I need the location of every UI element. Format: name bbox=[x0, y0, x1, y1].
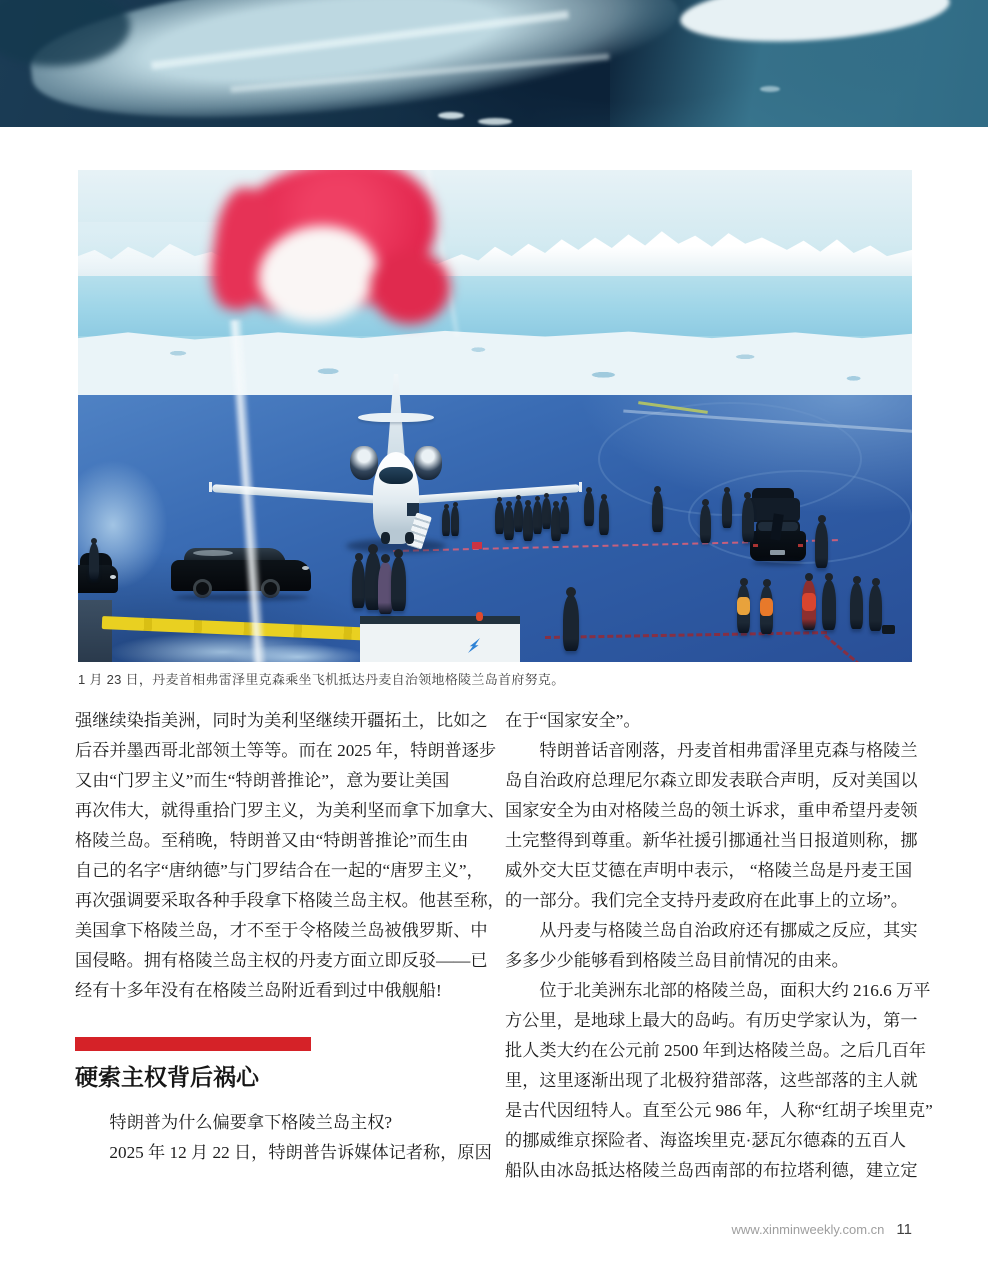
text-line: 国侵略。拥有格陵兰岛主权的丹麦方面立即反驳——已 bbox=[75, 951, 488, 970]
paragraph-question bbox=[75, 1108, 492, 1168]
ground-machinery bbox=[78, 600, 112, 662]
white-bit bbox=[760, 86, 780, 92]
hi-vis-vest bbox=[802, 593, 816, 611]
person-figure bbox=[599, 499, 609, 535]
text-line: 多多少少能够看到格陵兰岛目前情况的由来。 bbox=[505, 951, 849, 970]
text-line: 位于北美洲东北部的格陵兰岛，面积大约 216.6 万平 bbox=[505, 981, 931, 1000]
snow-patch bbox=[228, 644, 368, 662]
magazine-website: www.xinminweekly.com.cn bbox=[731, 1222, 885, 1237]
text-line: 特朗普话音刚落，丹麦首相弗雷泽里克森与格陵兰 bbox=[505, 741, 918, 760]
person-figure bbox=[584, 492, 594, 526]
person-figure bbox=[514, 500, 523, 532]
text-line: 又由“门罗主义”而生“特朗普推论”，意为要让美国 bbox=[75, 771, 450, 790]
text-line: 在于“国家安全”。 bbox=[505, 711, 641, 730]
person-figure bbox=[542, 498, 551, 529]
greenland-arrival-photo bbox=[78, 170, 912, 662]
white-bit bbox=[478, 118, 512, 125]
ice-shoreline bbox=[78, 328, 912, 400]
paragraph-continuation bbox=[75, 706, 505, 1006]
person-figure bbox=[442, 508, 450, 536]
text-line: 批人类大约在公元前 2500 年到达格陵兰岛。之后几百年 bbox=[505, 1041, 927, 1060]
person-figure bbox=[722, 492, 732, 528]
photo-caption: 1 月 23 日，丹麦首相弗雷泽里克森乘坐飞机抵达丹麦自治领地格陵兰岛首府努克。 bbox=[78, 672, 565, 687]
airplane-engine-left bbox=[350, 446, 378, 480]
person-figure bbox=[802, 580, 816, 630]
text-line: 土完整得到尊重。新华社援引挪通社当日报道则称，挪 bbox=[505, 831, 918, 850]
text-line: 船队由冰岛抵达格陵兰岛西南部的布拉塔利德，建立定 bbox=[505, 1161, 918, 1180]
paragraph-body bbox=[505, 706, 933, 1186]
article-right-column bbox=[505, 706, 933, 1186]
person-figure bbox=[89, 543, 99, 579]
text-line: 强继续染指美洲，同时为美利坚继续开疆拓土，比如之 bbox=[75, 711, 488, 730]
text-line: 美国拿下格陵兰岛，才不至于令格陵兰岛被俄罗斯、中 bbox=[75, 921, 488, 940]
header-ice-aerial-photo bbox=[0, 0, 988, 127]
text-line: 后吞并墨西哥北部领土等等。而在 2025 年，特朗普逐步 bbox=[75, 741, 497, 760]
text-line: 里，这里逐渐出现了北极狩猎部落，这些部落的主人就 bbox=[505, 1071, 918, 1090]
text-line: 2025 年 12 月 22 日，特朗普告诉媒体记者称，原因 bbox=[75, 1143, 492, 1162]
text-line: 再次伟大，就得重拾门罗主义，为美利坚而拿下加拿大、 bbox=[75, 801, 505, 820]
person-figure bbox=[737, 585, 750, 633]
person-figure bbox=[352, 560, 365, 608]
text-line: 威外交大臣艾德在声明中表示， “格陵兰岛是丹麦王国 bbox=[505, 861, 913, 880]
airplane-stabilizer bbox=[358, 413, 434, 422]
text-line: 从丹麦与格陵兰岛自治政府还有挪威之反应，其实 bbox=[505, 921, 918, 940]
person-figure bbox=[504, 506, 514, 540]
person-figure bbox=[760, 586, 773, 634]
flag-red-lower bbox=[370, 250, 450, 324]
text-line: 特朗普为什么偏要拿下格陵兰岛主权? bbox=[75, 1113, 393, 1132]
section-heading: 硬索主权背后祸心 bbox=[75, 1065, 259, 1090]
airplane-wheel bbox=[405, 532, 414, 544]
person-figure bbox=[822, 580, 836, 630]
page-footer bbox=[732, 1221, 913, 1238]
person-figure bbox=[451, 506, 459, 536]
person-figure bbox=[560, 501, 569, 534]
person-figure bbox=[495, 502, 504, 534]
person-figure bbox=[523, 505, 533, 541]
person-figure bbox=[533, 501, 542, 534]
section-accent-bar bbox=[75, 1037, 311, 1051]
red-marker-sign bbox=[472, 542, 482, 549]
person-figure bbox=[652, 492, 663, 532]
person-figure bbox=[563, 595, 579, 651]
text-line: 再次强调要采取各种手段拿下格陵兰岛主权。他甚至称， bbox=[75, 891, 505, 910]
article-left-column bbox=[75, 706, 505, 1168]
airplane-cockpit-windows bbox=[379, 467, 413, 484]
winglet bbox=[579, 482, 582, 492]
deicer-truck-body bbox=[360, 616, 520, 662]
person-figure bbox=[742, 498, 754, 542]
sea bbox=[78, 276, 912, 336]
page-number: 11 bbox=[896, 1221, 912, 1238]
winglet bbox=[209, 482, 212, 492]
text-line: 的一部分。我们完全支持丹麦政府在此事上的立场”。 bbox=[505, 891, 908, 910]
black-suv-mercedes bbox=[171, 546, 311, 602]
text-line: 岛自治政府总理尼尔森立即发表联合声明，反对美国以 bbox=[505, 771, 918, 790]
greenland-flag-blurred bbox=[218, 170, 478, 350]
hi-vis-vest bbox=[737, 597, 750, 614]
camera-bag bbox=[882, 625, 895, 634]
airplane-wheel bbox=[381, 532, 390, 544]
text-line: 的挪威维京探险者、海盗埃里克·瑟瓦尔德森的五百人 bbox=[505, 1131, 907, 1150]
text-line: 是古代因纽特人。直至公元 986 年，人称“红胡子埃里克” bbox=[505, 1101, 933, 1120]
white-bit bbox=[438, 112, 464, 119]
person-figure bbox=[869, 585, 882, 631]
text-line: 经有十多年没有在格陵兰岛附近看到过中俄舰船! bbox=[75, 981, 442, 1000]
text-line: 方公里，是地球上最大的岛屿。有历史学家认为，第一 bbox=[505, 1011, 918, 1030]
person-figure bbox=[700, 505, 711, 543]
person-figure bbox=[815, 522, 828, 568]
person-figure bbox=[391, 557, 406, 611]
person-figure bbox=[850, 583, 863, 629]
text-line: 自己的名字“唐纳德”与门罗结合在一起的“唐罗主义”， bbox=[75, 861, 484, 880]
text-line: 国家安全为由对格陵兰岛的领土诉求，重申希望丹麦领 bbox=[505, 801, 918, 820]
text-line: 格陵兰岛。至稍晚，特朗普又由“特朗普推论”而生由 bbox=[75, 831, 469, 850]
hi-vis-vest bbox=[760, 598, 773, 615]
airplane-engine-right bbox=[414, 446, 442, 480]
